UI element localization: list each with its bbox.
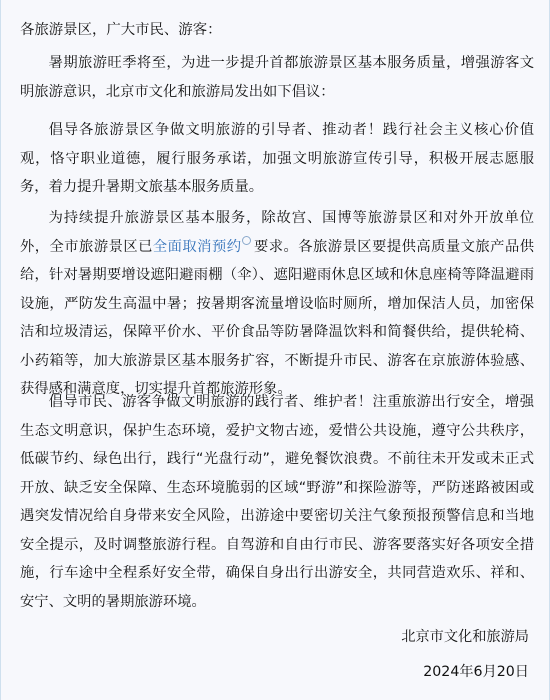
paragraph-text: 要求。各旅游景区要提供高质量文旅产品供给，针对暑期要增设遮阳避雨棚（伞）、遮阳避雨休息区域和休息座椅等降温避雨设施，严防发生高温中暑；按暑期客流量增设临时厕所，增加保洁人员，加密保洁和垃圾清运，保障平价水、平价食品等防暑降温饮料和简餐供给，提供轮椅、小药箱等，加大旅游景区基本服务扩容，不断提升市民、游客在京旅游体验感、获得感和满意度，切实提升首都旅游形象。 [20, 238, 535, 397]
paragraph-scenic-areas: 倡导各旅游景区争做文明旅游的引导者、推动者！践行社会主义核心价值观，恪守职业道德，履行服务承诺，加强文明旅游宣传引导，积极开展志愿服务，着力提升暑期文旅基本服务质量。 [20, 122, 534, 195]
paragraph-text: 为持续提升旅游景区基本服务，除故宫、国博等旅游景区和对外开放单位外，全市旅游景区已 [20, 210, 534, 255]
paragraph-intro: 暑期旅游旺季将至，为进一步提升首都旅游景区基本服务质量，增强游客文明旅游意识，北京市文化和旅游局发出如下倡议： [20, 55, 534, 100]
cancel-reservation-link[interactable]: 全面取消预约 [152, 238, 242, 255]
signature-date: 2024年6月20日 [423, 664, 529, 680]
paragraph-citizens-tourists: 倡导市民、游客争做文明旅游的践行者、维护者！注重旅游出行安全，增强生态文明意识，保护生态环境，爱护文物古迹，爱惜公共设施，遵守公共秩序，低碳节约、绿色出行，践行“光盘行动”，避免餐饮浪费。不前往未开发或未正式开放、缺乏安全保障、生态环境脆弱的区域“野游”和探险游等，严防迷路被困或遇突发情况给自身带来安全风险，出游途中要密切关注气象预报预警信息和当地安全提示，及时调整旅游行程。自驾游和自由行市民、游客要落实好各项安全措施，行车途中全程系好安全带，确保自身出行出游安全，共同营造欢乐、祥和、安宁、文明的暑期旅游环境。 [20, 394, 534, 610]
external-link-icon[interactable] [242, 236, 251, 245]
signature-organization: 北京市文化和旅游局 [401, 629, 529, 645]
salutation: 各旅游景区，广大市民、游客： [20, 22, 222, 38]
paragraph-basic-services [20, 204, 535, 397]
